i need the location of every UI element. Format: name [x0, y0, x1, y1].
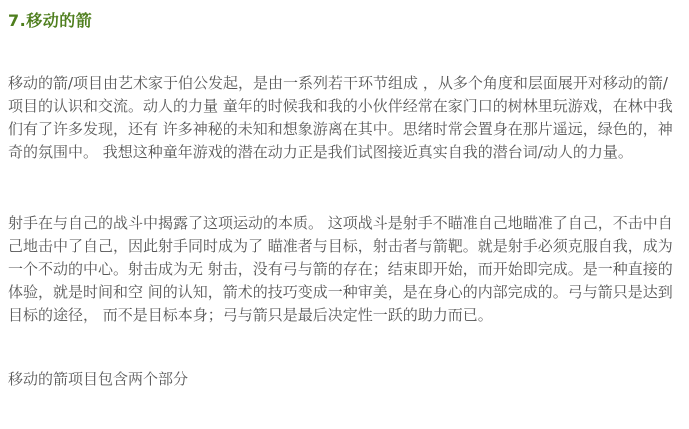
- paragraph-project-parts: 移动的箭项目包含两个部分: [8, 370, 189, 388]
- page-title: 7.移动的箭: [8, 11, 93, 30]
- paragraph-intro: 移动的箭/项目由艺术家于伯公发起，是由一系列若干环节组成 ，从多个角度和层面展开对移动的箭/项目的认识和交流。动人的力量 童年的时候我和我的小伙伴经常在家门口的树林里玩游戏，在林中我们有了许多发现，还有 许多神秘的未知和想象游离在其中。思绪时常会置身在那片遥远，绿色的，神奇的氛围中。 我想这种童年游戏的潜在动力正是我们试图接近真实自我的潜台词/动人的力量。: [8, 74, 673, 161]
- paragraph-archer: 射手在与自己的战斗中揭露了这项运动的本质。 这项战斗是射手不瞄准自己地瞄准了自己，不击中自己地击中了自己，因此射手同时成为了 瞄准者与目标，射击者与箭靶。就是射手必须克服自我，成为一个不动的中心。射击成为无 射击，没有弓与箭的存在；结束即开始，而开始即完成。是一种直接的体验，就是时间和空 间的认知，箭术的技巧变成一种审美，是在身心的内部完成的。弓与箭只是达到目标的途径， 而不是目标本身；弓与箭只是最后决定性一跃的助力而已。: [8, 214, 673, 324]
